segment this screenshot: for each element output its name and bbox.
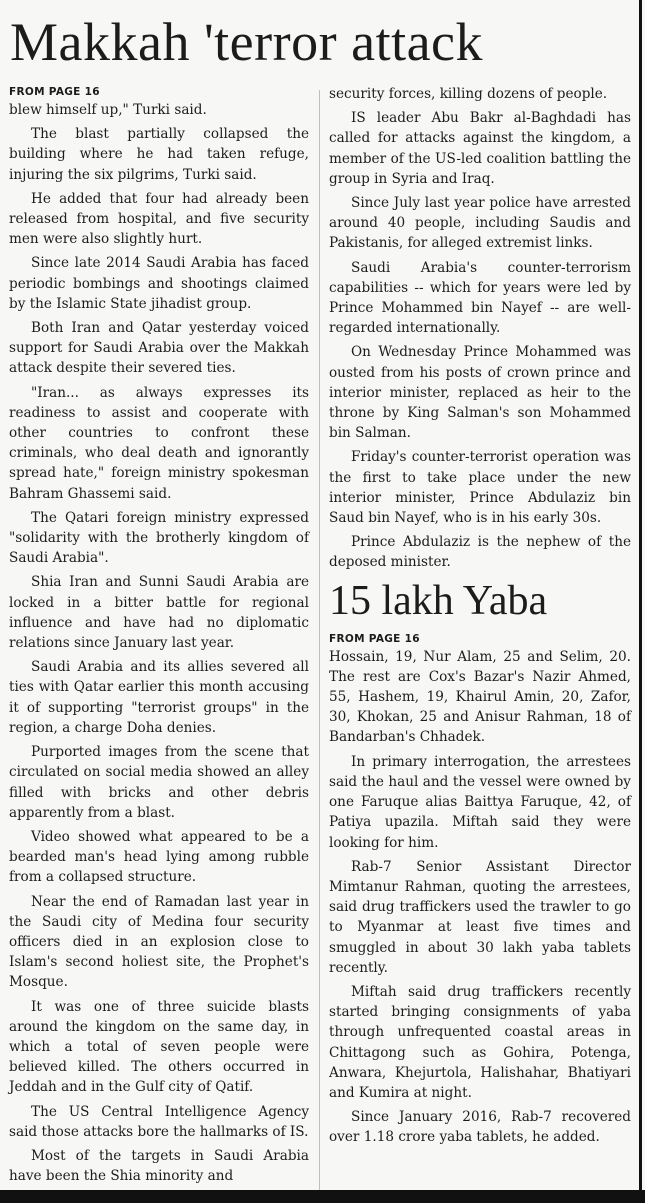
paragraph: IS leader Abu Bakr al-Baghdadi has called for attacks against the kingdom, a member of the US-led coalition battling the group in Syria and Iraq. [329, 110, 631, 187]
paragraph: Shia Iran and Sunni Saudi Arabia are locked in a bitter battle for regional influence and have had no diplomatic relations since January last year. [9, 574, 309, 652]
main-article-body-left [9, 100, 309, 1186]
main-headline: Makkah 'terror attack [10, 12, 484, 72]
paragraph: On Wednesday Prince Mohammed was ousted from his posts of crown prince and interior minister, replaced as heir to the throne by King Salman's son Mohammed bin Salman. [329, 344, 631, 442]
paragraph: Prince Abdulaziz is the nephew of the deposed minister. [329, 534, 631, 571]
paragraph: "Iran... as always expresses its readiness to assist and cooperate with other countries to confront these criminals, who deal death and ignorantly spread hate," foreign ministry spokesman Bahram Ghassemi said. [9, 384, 309, 502]
paragraph: The Qatari foreign ministry expressed "solidarity with the brotherly kingdom of Saudi Arabia". [9, 509, 309, 567]
column-divider [319, 90, 320, 1190]
paragraph: Purported images from the scene that circulated on social media showed an alley filled with bricks and other debris apparently from a blast. [9, 744, 309, 821]
right-column [329, 84, 631, 1152]
paragraph: Since January 2016, Rab-7 recovered over 1.18 crore yaba tablets, he added. [329, 1109, 631, 1146]
paragraph: Since July last year police have arrested around 40 people, including Saudis and Pakistanis, for alleged extremist links. [329, 195, 631, 252]
paragraph: It was one of three suicide blasts around the kingdom on the same day, in which a total of seven people were believed killed. The others occurred in Jeddah and in the Gulf city of Qatif. [9, 998, 309, 1096]
bottom-edge-rule [0, 1190, 645, 1203]
paragraph: Since late 2014 Saudi Arabia has faced periodic bombings and shootings claimed by the Islamic State jihadist group. [9, 255, 309, 312]
paragraph: Rab-7 Senior Assistant Director Mimtanur Rahman, quoting the arrestees, said drug traffickers used the trawler to go to Myanmar at least five times and smuggled in about 30 lakh yaba tablets recently. [329, 858, 631, 976]
paragraph: Hossain, 19, Nur Alam, 25 and Selim, 20. The rest are Cox's Bazar's Nazir Ahmed, 55, Hashem, 19, Khairul Amin, 20, Zafor, 30, Khokan, 25 and Anisur Rahman, 18 of Bandarban's Chhadek. [329, 648, 631, 746]
paragraph: Miftah said drug traffickers recently started bringing consignments of yaba through unfrequented coastal areas in Chittagong such as Gohira, Potenga, Anwara, Khejurtola, Halishahar, Bhatiyari and Kumira at night. [329, 983, 631, 1101]
main-kicker: FROM PAGE 16 [9, 86, 100, 98]
paragraph: Near the end of Ramadan last year in the Saudi city of Medina four security officers died in an explosion close to Islam's second holiest site, the Prophet's Mosque. [9, 893, 309, 991]
second-kicker: FROM PAGE 16 [329, 632, 420, 645]
paragraph: blew himself up," Turki said. [9, 102, 207, 118]
second-article-body [329, 647, 631, 1148]
second-headline: 15 lakh Yaba [329, 577, 548, 624]
paragraph: In primary interrogation, the arrestees said the haul and the vessel were owned by one Faruque alias Baittya Faruque, 42, of Patiya upazila. Miftah said they were looking for him. [329, 753, 631, 851]
paragraph: The US Central Intelligence Agency said those attacks bore the hallmarks of IS. [9, 1103, 309, 1140]
paragraph: Friday's counter-terrorist operation was the first to take place under the new interior minister, Prince Abdulaziz bin Saud bin Nayef, who is in his early 30s. [329, 449, 631, 527]
main-article-body-right [329, 84, 631, 573]
paragraph: Both Iran and Qatar yesterday voiced support for Saudi Arabia over the Makkah attack despite their severed ties. [9, 320, 309, 377]
paragraph: Saudi Arabia and its allies severed all ties with Qatar earlier this month accusing it of supporting "terrorist groups" in the region, a charge Doha denies. [9, 659, 309, 736]
paragraph: Saudi Arabia's counter-terrorism capabilities -- which for years were led by Prince Mohammed bin Nayef -- are well-regarded internationally. [329, 259, 631, 337]
page-edge-rule [639, 0, 642, 1203]
paragraph: Video showed what appeared to be a bearded man's head lying among rubble from a collapsed structure. [9, 828, 309, 886]
paragraph: He added that four had already been released from hospital, and five security men were also slightly hurt. [9, 190, 309, 248]
paragraph: security forces, killing dozens of people. [329, 86, 608, 102]
paragraph: Most of the targets in Saudi Arabia have been the Shia minority and [9, 1147, 309, 1185]
left-column [9, 84, 309, 1190]
paragraph: The blast partially collapsed the building where he had taken refuge, injuring the six pilgrims, Turki said. [9, 126, 309, 183]
